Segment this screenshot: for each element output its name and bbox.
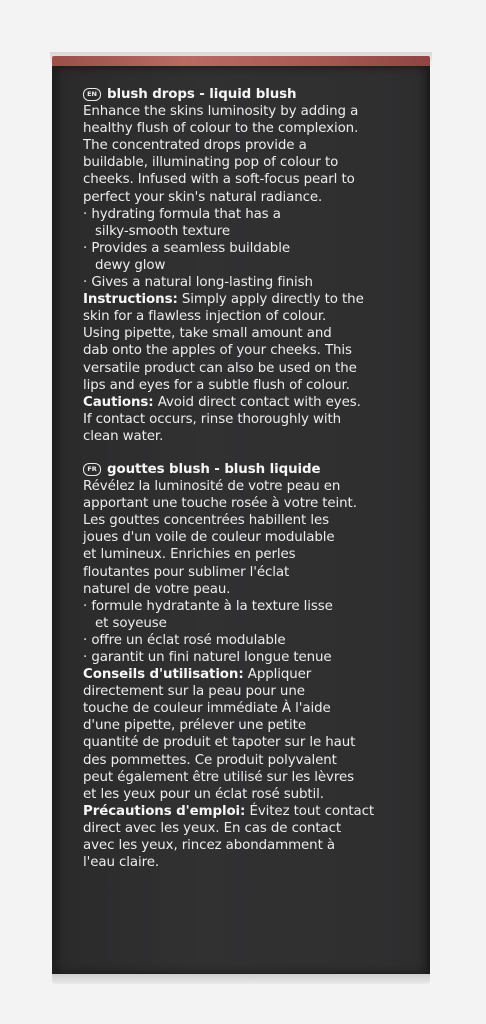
fr-conseils-line: touche de couleur immédiate À l'aide bbox=[83, 701, 331, 717]
language-badge-en: EN bbox=[83, 88, 101, 101]
fr-intro-line: naturel de votre peau. bbox=[83, 581, 231, 597]
fr-conseils-line: et les yeux pour un éclat rosé subtil. bbox=[83, 786, 324, 802]
en-bullet-cont: dewy glow bbox=[95, 257, 166, 273]
fr-intro-line: Les gouttes concentrées habillent les bbox=[83, 513, 329, 529]
fr-conseils-line: peut également être utilisé sur les lèvres bbox=[83, 769, 355, 785]
english-section bbox=[83, 86, 409, 445]
fr-conseils-line: directement sur la peau pour une bbox=[83, 684, 305, 700]
instructions-label: Instructions: bbox=[83, 292, 178, 308]
fr-conseils-line: quantité de produit et tapoter sur le haut bbox=[83, 735, 356, 751]
fr-bullet-cont: et soyeuse bbox=[95, 615, 167, 631]
en-instructions-line bbox=[83, 291, 409, 308]
instructions-text: Simply apply directly to the bbox=[177, 292, 364, 308]
en-instructions-line: lips and eyes for a subtle flush of colour. bbox=[83, 377, 350, 393]
fr-intro-line: Révélez la luminosité de votre peau en bbox=[83, 479, 341, 495]
panel-edge-right bbox=[427, 66, 430, 974]
english-title: blush drops - liquid blush bbox=[107, 87, 297, 102]
french-title: gouttes blush - blush liquide bbox=[107, 461, 321, 477]
language-badge-fr: FR bbox=[83, 463, 101, 476]
en-instructions-line: skin for a flawless injection of colour. bbox=[83, 309, 327, 325]
en-intro-line: cheeks. Infused with a soft-focus pearl to bbox=[83, 172, 355, 188]
en-bullet: · Provides a seamless buildable bbox=[83, 240, 290, 256]
conseils-label: Conseils d'utilisation: bbox=[83, 667, 244, 683]
french-heading bbox=[83, 461, 409, 478]
fr-conseils-line bbox=[83, 666, 409, 683]
panel-edge-left bbox=[52, 66, 55, 974]
fr-bullet: · offre un éclat rosé modulable bbox=[83, 632, 286, 648]
fr-precautions-line: avec les yeux, rincez abondamment à bbox=[83, 838, 335, 854]
en-intro-line: buildable, illuminating pop of colour to bbox=[83, 155, 339, 171]
en-cautions-line: clean water. bbox=[83, 428, 164, 444]
precautions-label: Précautions d'emploi: bbox=[83, 803, 246, 819]
fr-precautions-line bbox=[83, 803, 409, 820]
fr-intro-line: joues d'un voile de couleur modulable bbox=[83, 530, 335, 546]
fr-bullet: · formule hydratante à la texture lisse bbox=[83, 598, 333, 614]
fr-intro-line: et lumineux. Enrichies en perles bbox=[83, 547, 296, 563]
en-intro-line: Enhance the skins luminosity by adding a bbox=[83, 104, 359, 120]
label-text bbox=[83, 86, 409, 871]
fr-precautions-line: direct avec les yeux. En cas de contact bbox=[83, 820, 342, 836]
en-cautions-line: If contact occurs, rinse thoroughly with bbox=[83, 411, 341, 427]
fr-intro-line: floutantes pour sublimer l'éclat bbox=[83, 564, 290, 580]
en-instructions-line: dab onto the apples of your cheeks. This bbox=[83, 343, 352, 359]
en-intro-line: perfect your skin's natural radiance. bbox=[83, 189, 323, 205]
en-intro-line: The concentrated drops provide a bbox=[83, 138, 307, 154]
en-bullet: · hydrating formula that has a bbox=[83, 206, 281, 222]
fr-precautions-line: l'eau claire. bbox=[83, 855, 160, 871]
fr-intro-line: apportant une touche rosée à votre teint. bbox=[83, 496, 357, 512]
fr-conseils-line: d'une pipette, prélever une petite bbox=[83, 718, 306, 734]
english-heading bbox=[83, 86, 409, 103]
fr-bullet: · garantit un fini naturel longue tenue bbox=[83, 650, 332, 665]
fr-conseils-line: des pommettes. Ce produit polyvalent bbox=[83, 752, 337, 768]
cautions-text: Avoid direct contact with eyes. bbox=[153, 394, 361, 410]
en-intro-line: healthy flush of colour to the complexion. bbox=[83, 121, 359, 137]
conseils-text: Appliquer bbox=[243, 667, 312, 683]
cautions-label: Cautions: bbox=[83, 394, 154, 410]
box-bottom-flap bbox=[52, 974, 430, 984]
en-instructions-line: versatile product can also be used on the bbox=[83, 360, 357, 376]
en-bullet: · Gives a natural long-lasting finish bbox=[83, 275, 313, 291]
precautions-text: Évitez tout contact bbox=[245, 803, 374, 819]
en-instructions-line: Using pipette, take small amount and bbox=[83, 326, 332, 342]
en-bullet-cont: silky-smooth texture bbox=[95, 223, 230, 239]
en-cautions-line bbox=[83, 394, 409, 411]
french-section bbox=[83, 461, 409, 871]
